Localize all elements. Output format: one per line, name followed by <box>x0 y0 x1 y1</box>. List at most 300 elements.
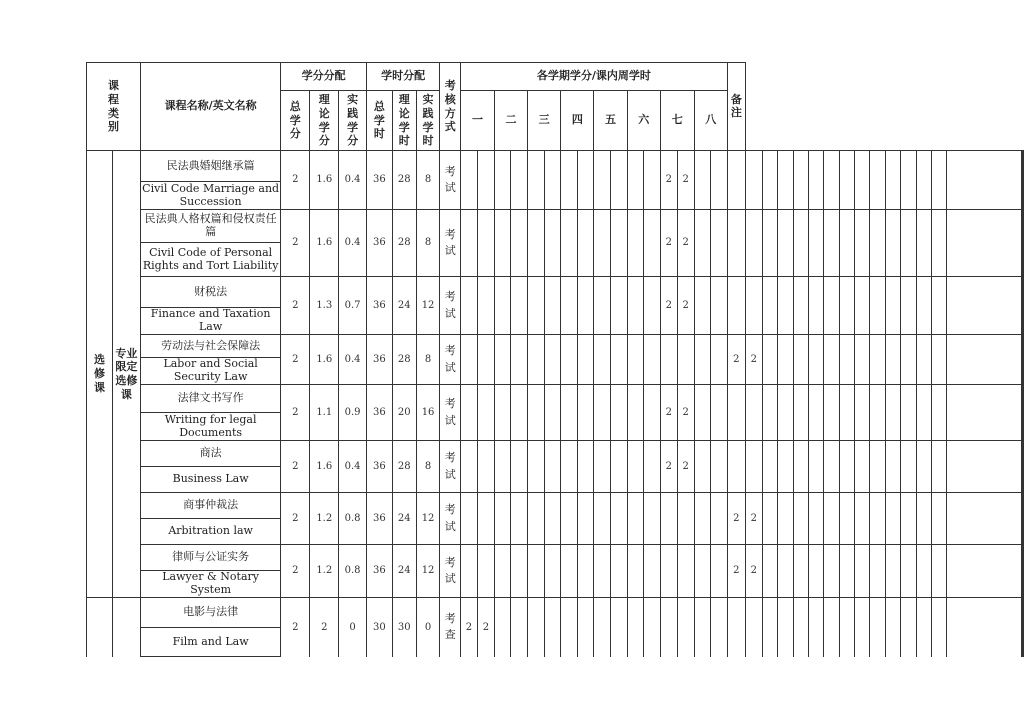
semester-3-cell <box>644 277 661 335</box>
header-semester-7: 七 <box>660 91 694 151</box>
semester-8-cell <box>931 545 946 598</box>
semester-5-value: 2 <box>745 335 762 385</box>
header-exam-method: 考核方式 <box>440 63 461 151</box>
hours-practice: 12 <box>416 493 440 545</box>
credit-theory: 1.6 <box>310 210 339 277</box>
semester-6-cell <box>808 335 823 385</box>
semester-7-cell <box>855 598 870 657</box>
hours-total: 36 <box>366 385 392 441</box>
semester-4-cell <box>677 545 694 598</box>
semester-5-cell <box>762 545 777 598</box>
hours-practice: 8 <box>416 441 440 493</box>
table-row <box>87 151 1024 182</box>
semester-1-cell <box>477 335 494 385</box>
hours-practice: 0 <box>416 598 440 657</box>
credit-practice: 0.4 <box>339 210 367 277</box>
category-main <box>87 151 113 598</box>
semester-7-cell <box>855 385 870 441</box>
header-credit-total: 总学分 <box>281 91 310 151</box>
credit-practice: 0.9 <box>339 385 367 441</box>
header-hours-total: 总学时 <box>366 91 392 151</box>
semester-8-cell <box>916 493 931 545</box>
hours-total: 36 <box>366 151 392 210</box>
hours-practice: 12 <box>416 545 440 598</box>
semester-6-cell <box>839 277 854 335</box>
course-name-cn: 律师与公证实务 <box>140 545 280 571</box>
credit-total: 2 <box>281 151 310 210</box>
remarks-cell <box>1023 493 1024 545</box>
exam-method <box>440 545 461 598</box>
semester-8-cell <box>916 441 931 493</box>
semester-5-value: 2 <box>745 545 762 598</box>
hours-practice: 8 <box>416 210 440 277</box>
table-row <box>87 441 1024 467</box>
semester-6-cell <box>824 598 839 657</box>
semester-7-cell <box>885 441 900 493</box>
semester-3-cell <box>594 385 611 441</box>
credit-theory: 1.3 <box>310 277 339 335</box>
table-row <box>87 545 1024 571</box>
exam-method <box>440 385 461 441</box>
semester-8-cell <box>916 210 931 277</box>
semester-6-cell <box>808 545 823 598</box>
semester-8-cell <box>931 441 946 493</box>
semester-7-cell <box>870 598 885 657</box>
semester-5-cell <box>762 210 777 277</box>
header-hours-group: 学时分配 <box>366 63 440 91</box>
credit-total: 2 <box>281 277 310 335</box>
semester-7-cell <box>901 598 916 657</box>
semester-6-cell <box>824 385 839 441</box>
semester-3-cell <box>627 151 644 210</box>
semester-5-value: 2 <box>727 493 745 545</box>
semester-3-cell <box>594 493 611 545</box>
semester-5-value: 2 <box>745 493 762 545</box>
semester-7-cell <box>870 335 885 385</box>
hours-theory: 24 <box>392 545 416 598</box>
semester-3-cell <box>594 151 611 210</box>
hours-practice: 8 <box>416 335 440 385</box>
exam-method <box>440 277 461 335</box>
table-row <box>87 385 1024 413</box>
semester-1-cell <box>477 493 494 545</box>
exam-method-label: 考试 <box>444 227 456 257</box>
semester-4-cell <box>677 493 694 545</box>
semester-4-cell <box>694 151 711 210</box>
credit-practice: 0.8 <box>339 545 367 598</box>
semester-5-cell <box>745 441 762 493</box>
semester-1-cell <box>511 335 528 385</box>
exam-method <box>440 441 461 493</box>
semester-3-cell <box>627 277 644 335</box>
semester-6-cell <box>824 210 839 277</box>
semester-1-cell <box>511 598 528 657</box>
credit-theory: 1.2 <box>310 545 339 598</box>
semester-7-cell <box>901 385 916 441</box>
semester-1-cell <box>461 493 478 545</box>
semester-5-cell <box>745 598 762 657</box>
semester-6-cell <box>793 151 808 210</box>
semester-4-cell <box>711 385 728 441</box>
semester-5-cell <box>745 385 762 441</box>
semester-8-cell <box>947 493 1022 545</box>
credit-practice: 0 <box>339 598 367 657</box>
semester-6-cell <box>824 277 839 335</box>
course-name-en: Lawyer & Notary System <box>140 571 280 598</box>
course-name-en: Civil Code Marriage and Succession <box>142 181 280 208</box>
semester-4-cell <box>694 441 711 493</box>
semester-1-cell <box>511 277 528 335</box>
semester-1-cell <box>477 151 494 210</box>
semester-7-cell <box>870 441 885 493</box>
course-name-en: Civil Code of Personal Rights and Tort Liability <box>140 243 280 277</box>
hours-total: 30 <box>366 598 392 657</box>
semester-5-cell <box>745 151 762 210</box>
semester-8-cell <box>947 151 1022 210</box>
semester-4-cell <box>694 210 711 277</box>
semester-2-cell <box>577 493 594 545</box>
semester-7-cell <box>885 385 900 441</box>
semester-3-cell <box>644 210 661 277</box>
semester-3-cell <box>644 151 661 210</box>
semester-2-cell <box>528 545 545 598</box>
semester-2-cell <box>528 441 545 493</box>
semester-6-cell <box>808 210 823 277</box>
semester-7-cell <box>855 335 870 385</box>
semester-4-cell <box>711 210 728 277</box>
curriculum-table <box>86 62 1024 657</box>
semester-5-cell <box>727 441 745 493</box>
semester-5-cell <box>762 277 777 335</box>
semester-4-cell <box>694 598 711 657</box>
hours-total: 36 <box>366 277 392 335</box>
credit-theory: 2 <box>310 598 339 657</box>
table-row <box>87 277 1024 308</box>
semester-6-cell <box>793 441 808 493</box>
semester-5-cell <box>727 277 745 335</box>
semester-2-cell <box>577 385 594 441</box>
semester-7-cell <box>855 441 870 493</box>
semester-8-cell <box>916 545 931 598</box>
exam-method-label: 考试 <box>444 451 456 481</box>
course-name-en: Arbitration law <box>140 519 280 545</box>
semester-6-cell <box>824 493 839 545</box>
credit-practice: 0.8 <box>339 493 367 545</box>
semester-6-cell <box>808 598 823 657</box>
exam-method-label: 考试 <box>444 555 456 585</box>
semester-3-cell <box>644 385 661 441</box>
remarks-cell <box>1023 545 1024 598</box>
semester-3-cell <box>611 545 628 598</box>
semester-4-cell <box>711 335 728 385</box>
semester-4-cell <box>711 441 728 493</box>
semester-6-cell <box>793 277 808 335</box>
semester-1-cell <box>494 277 511 335</box>
semester-1-cell <box>461 277 478 335</box>
header-credit-theory: 理论学分 <box>310 91 339 151</box>
semester-4-cell <box>711 598 728 657</box>
semester-2-cell <box>544 151 561 210</box>
semester-7-cell <box>885 277 900 335</box>
semester-1-cell <box>461 385 478 441</box>
hours-total: 36 <box>366 493 392 545</box>
semester-5-cell <box>778 151 793 210</box>
semester-3-cell <box>611 385 628 441</box>
semester-4-cell <box>660 598 677 657</box>
semester-2-cell <box>544 335 561 385</box>
semester-2-cell <box>577 598 594 657</box>
semester-2-cell <box>544 545 561 598</box>
semester-8-cell <box>947 335 1022 385</box>
semester-6-cell <box>793 545 808 598</box>
semester-5-cell <box>778 441 793 493</box>
course-name-en: Writing for legal Documents <box>140 413 280 441</box>
semester-6-cell <box>793 598 808 657</box>
semester-5-cell <box>778 598 793 657</box>
semester-4-value: 2 <box>660 277 677 335</box>
semester-3-cell <box>594 545 611 598</box>
semester-3-cell <box>644 441 661 493</box>
table-row <box>87 493 1024 519</box>
exam-method <box>440 335 461 385</box>
remarks-cell <box>1023 277 1024 335</box>
category-main-cont <box>87 598 113 657</box>
semester-4-cell <box>694 385 711 441</box>
semester-3-cell <box>611 335 628 385</box>
semester-3-cell <box>611 493 628 545</box>
semester-1-cell <box>511 493 528 545</box>
semester-1-cell <box>494 441 511 493</box>
semester-3-cell <box>627 335 644 385</box>
header-semester-1: 一 <box>461 91 495 151</box>
semester-5-cell <box>745 277 762 335</box>
remarks-cell <box>1023 335 1024 385</box>
semester-7-cell <box>855 277 870 335</box>
header-course-name: 课程名称/英文名称 <box>140 63 280 151</box>
semester-2-cell <box>561 493 578 545</box>
semester-3-cell <box>627 441 644 493</box>
header-semester-3: 三 <box>528 91 561 151</box>
course-name-en: Finance and Taxation Law <box>140 308 280 335</box>
semester-4-cell <box>694 545 711 598</box>
semester-5-cell <box>762 385 777 441</box>
semester-6-cell <box>808 277 823 335</box>
semester-8-cell <box>916 277 931 335</box>
semester-7-cell <box>870 151 885 210</box>
semester-2-cell <box>528 493 545 545</box>
semester-8-cell <box>947 210 1022 277</box>
category-sub-label: 专业限定选修课 <box>115 346 138 401</box>
hours-practice: 16 <box>416 385 440 441</box>
semester-1-cell <box>494 151 511 210</box>
semester-3-cell <box>594 277 611 335</box>
header-credit-group: 学分分配 <box>281 63 367 91</box>
semester-4-cell <box>694 335 711 385</box>
semester-7-cell <box>885 598 900 657</box>
semester-4-value: 2 <box>660 441 677 493</box>
credit-practice: 0.7 <box>339 277 367 335</box>
hours-theory: 28 <box>392 335 416 385</box>
credit-total: 2 <box>281 493 310 545</box>
semester-4-cell <box>660 493 677 545</box>
header-semester-8: 八 <box>694 91 727 151</box>
credit-total: 2 <box>281 598 310 657</box>
semester-8-cell <box>947 385 1022 441</box>
semester-7-cell <box>901 335 916 385</box>
semester-1-cell <box>511 210 528 277</box>
header-hours-practice: 实践学时 <box>416 91 440 151</box>
table-row <box>87 598 1024 628</box>
semester-4-value: 2 <box>677 151 694 210</box>
semester-7-cell <box>901 493 916 545</box>
semester-6-cell <box>839 441 854 493</box>
semester-7-cell <box>885 151 900 210</box>
hours-theory: 30 <box>392 598 416 657</box>
semester-8-cell <box>947 441 1022 493</box>
category-main-label: 选修课 <box>93 353 105 394</box>
semester-5-value: 2 <box>727 545 745 598</box>
credit-total: 2 <box>281 385 310 441</box>
semester-7-cell <box>855 545 870 598</box>
semester-2-cell <box>561 598 578 657</box>
semester-5-cell <box>745 210 762 277</box>
semester-4-cell <box>660 335 677 385</box>
credit-theory: 1.2 <box>310 493 339 545</box>
course-name-en: Labor and Social Security Law <box>140 358 280 385</box>
semester-8-cell <box>931 210 946 277</box>
semester-1-cell <box>461 335 478 385</box>
semester-8-cell <box>916 335 931 385</box>
semester-2-cell <box>561 151 578 210</box>
hours-total: 36 <box>366 335 392 385</box>
semester-3-cell <box>627 385 644 441</box>
course-name-en: Film and Law <box>140 628 280 657</box>
semester-4-cell <box>694 493 711 545</box>
semester-7-cell <box>901 151 916 210</box>
semester-3-cell <box>627 545 644 598</box>
hours-total: 36 <box>366 545 392 598</box>
semester-3-cell <box>644 493 661 545</box>
semester-3-cell <box>611 441 628 493</box>
semester-3-cell <box>611 598 628 657</box>
semester-6-cell <box>839 545 854 598</box>
exam-method-label: 考试 <box>444 164 456 194</box>
semester-7-cell <box>870 277 885 335</box>
credit-theory: 1.6 <box>310 441 339 493</box>
semester-2-cell <box>577 210 594 277</box>
remarks-cell <box>1023 151 1024 210</box>
semester-8-cell <box>916 385 931 441</box>
semester-2-cell <box>561 335 578 385</box>
semester-4-value: 2 <box>677 277 694 335</box>
semester-1-cell <box>494 385 511 441</box>
semester-3-cell <box>644 598 661 657</box>
semester-4-value: 2 <box>677 441 694 493</box>
credit-total: 2 <box>281 335 310 385</box>
header-semester-6: 六 <box>627 91 660 151</box>
semester-6-cell <box>808 385 823 441</box>
semester-6-cell <box>808 151 823 210</box>
semester-6-cell <box>839 151 854 210</box>
semester-1-cell <box>461 441 478 493</box>
exam-method <box>440 493 461 545</box>
header-semester-5: 五 <box>594 91 627 151</box>
semester-1-cell <box>494 210 511 277</box>
credit-total: 2 <box>281 441 310 493</box>
semester-1-cell <box>494 335 511 385</box>
semester-1-cell <box>461 151 478 210</box>
semester-6-cell <box>793 335 808 385</box>
semester-4-value: 2 <box>660 210 677 277</box>
semester-5-cell <box>762 441 777 493</box>
course-name-cn: 财税法 <box>140 277 280 308</box>
semester-8-cell <box>931 598 946 657</box>
exam-method-label: 考试 <box>444 290 456 320</box>
semester-6-cell <box>808 441 823 493</box>
semester-5-cell <box>727 598 745 657</box>
remarks-cell <box>1023 598 1024 657</box>
semester-3-cell <box>627 598 644 657</box>
category-sub-cont <box>112 598 140 657</box>
semester-2-cell <box>544 385 561 441</box>
semester-6-cell <box>793 493 808 545</box>
course-name-cn: 法律文书写作 <box>140 385 280 413</box>
semester-1-value: 2 <box>477 598 494 657</box>
hours-total: 36 <box>366 210 392 277</box>
table-body <box>87 151 1024 657</box>
exam-method <box>440 210 461 277</box>
header-hours-theory: 理论学时 <box>392 91 416 151</box>
semester-3-cell <box>594 598 611 657</box>
semester-4-cell <box>711 151 728 210</box>
semester-2-cell <box>528 598 545 657</box>
semester-7-cell <box>870 385 885 441</box>
semester-3-cell <box>627 493 644 545</box>
semester-2-cell <box>528 277 545 335</box>
semester-5-cell <box>727 385 745 441</box>
course-name-cn: 劳动法与社会保障法 <box>140 335 280 358</box>
exam-method <box>440 151 461 210</box>
hours-theory: 20 <box>392 385 416 441</box>
credit-total: 2 <box>281 210 310 277</box>
semester-2-cell <box>528 210 545 277</box>
semester-8-cell <box>947 545 1022 598</box>
semester-4-value: 2 <box>677 210 694 277</box>
semester-7-cell <box>855 493 870 545</box>
hours-theory: 24 <box>392 277 416 335</box>
semester-1-cell <box>477 277 494 335</box>
credit-practice: 0.4 <box>339 441 367 493</box>
semester-2-cell <box>544 598 561 657</box>
course-name-cn: 民法典人格权篇和侵权责任篇 <box>140 210 280 243</box>
semester-7-cell <box>901 277 916 335</box>
credit-practice: 0.4 <box>339 335 367 385</box>
remarks-cell <box>1023 441 1024 493</box>
semester-8-cell <box>931 335 946 385</box>
semester-2-cell <box>577 545 594 598</box>
hours-practice: 12 <box>416 277 440 335</box>
semester-3-cell <box>611 277 628 335</box>
semester-7-cell <box>855 151 870 210</box>
exam-method-label: 考查 <box>444 611 456 642</box>
semester-7-cell <box>870 545 885 598</box>
course-name-cn: 电影与法律 <box>140 598 280 628</box>
credit-theory: 1.6 <box>310 335 339 385</box>
semester-5-cell <box>778 385 793 441</box>
semester-8-cell <box>947 277 1022 335</box>
semester-2-cell <box>528 335 545 385</box>
semester-8-cell <box>931 493 946 545</box>
